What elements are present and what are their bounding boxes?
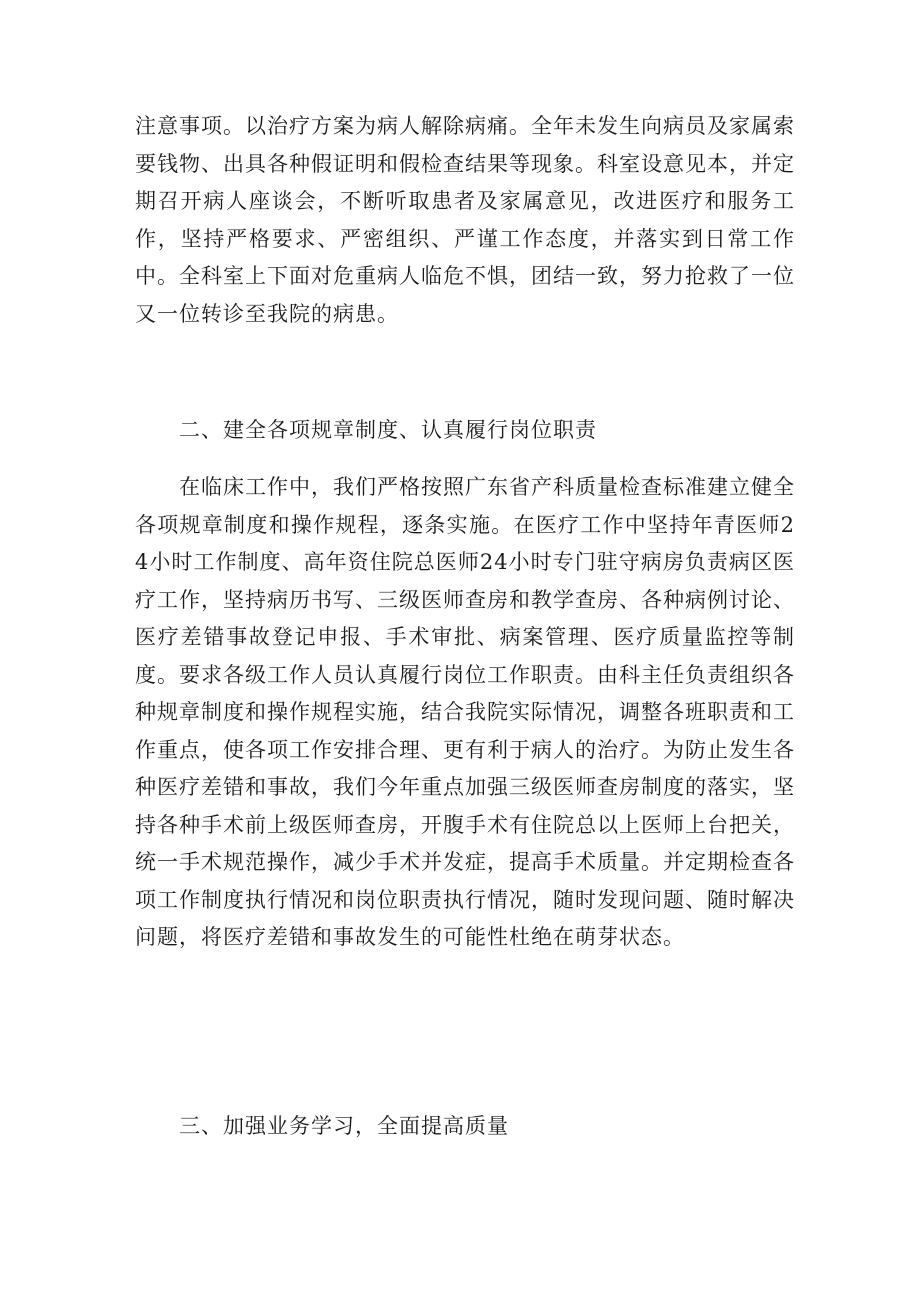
section-heading-2-block <box>135 412 795 450</box>
section-heading-3-block <box>135 1108 795 1146</box>
paragraph-continued <box>135 108 795 333</box>
section-heading-3: 三、加强业务学习，全面提高质量 <box>179 1114 509 1138</box>
paragraph-2-block <box>135 469 795 957</box>
paragraph-1: 注意事项。以治疗方案为病人解除病痛。全年未发生向病员及家属索要钱物、出具各种假证明和假检查结果等现象。科室设意见本，并定期召开病人座谈会，不断听取患者及家属意见，改进医疗和服务工作，坚持严格要求、严密组织、严谨工作态度，并落实到日常工作中。全科室上下面对危重病人临危不惧，团结一致，努力抢救了一位又一位转诊至我院的病患。 <box>135 114 795 326</box>
section-heading-2: 二、建全各项规章制度、认真履行岗位职责 <box>179 418 597 442</box>
paragraph-2: 在临床工作中，我们严格按照广东省产科质量检查标准建立健全各项规章制度和操作规程，逐条实施。在医疗工作中坚持年青医师24小时工作制度、高年资住院总医师24小时专门驻守病房负责病区医疗工作，坚持病历书写、三级医师查房和教学查房、各种病例讨论、医疗差错事故登记申报、手术审批、病案管理、医疗质量监控等制度。要求各级工作人员认真履行岗位工作职责。由科主任负责组织各种规章制度和操作规程实施，结合我院实际情况，调整各班职责和工作重点，使各项工作安排合理、更有利于病人的治疗。为防止发生各种医疗差错和事故，我们今年重点加强三级医师查房制度的落实，坚持各种手术前上级医师查房，开腹手术有住院总以上医师上台把关，统一手术规范操作，减少手术并发症，提高手术质量。并定期检查各项工作制度执行情况和岗位职责执行情况，随时发现问题、随时解决问题，将医疗差错和事故发生的可能性杜绝在萌芽状态。 <box>135 475 795 949</box>
